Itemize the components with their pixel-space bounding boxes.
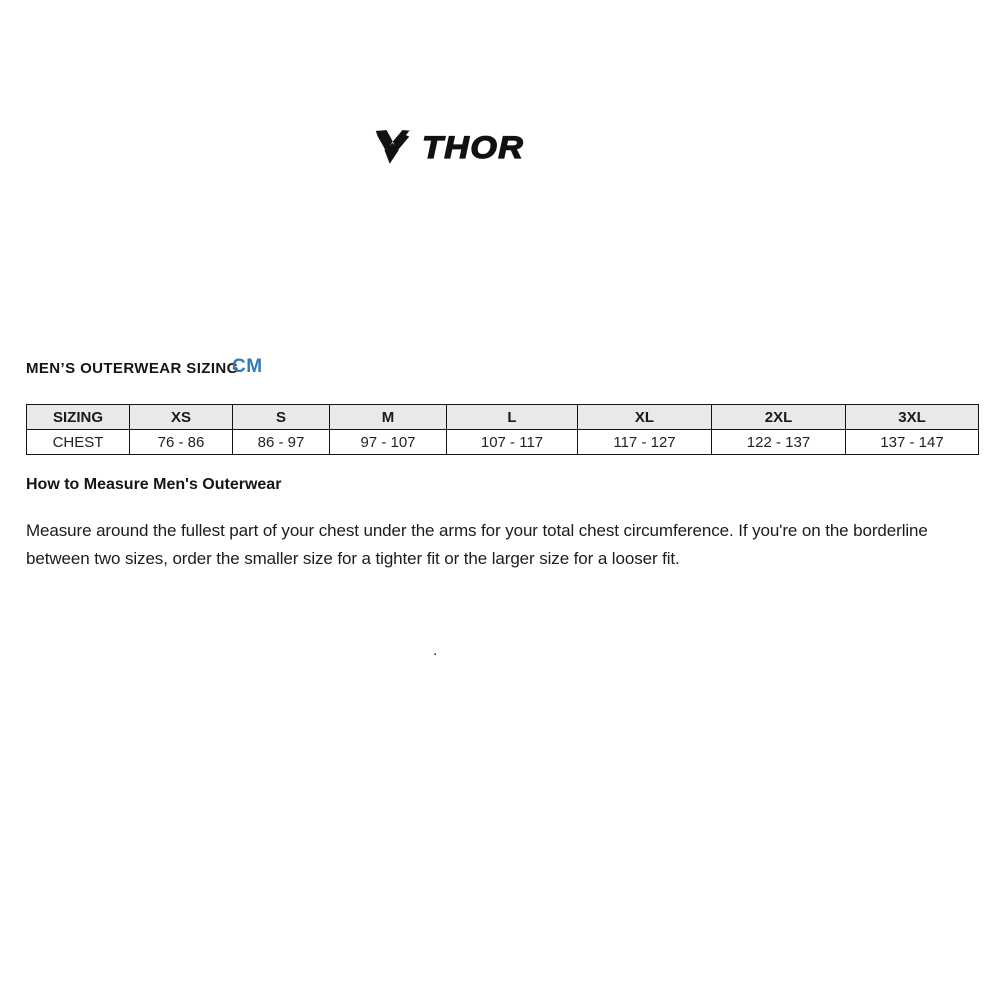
row-label-chest: CHEST	[27, 430, 130, 455]
size-table-container	[26, 404, 978, 455]
chest-value-s: 86 - 97	[233, 430, 330, 455]
header-cell-3xl: 3XL	[846, 405, 979, 430]
howto-heading: How to Measure Men's Outerwear	[26, 476, 282, 493]
size-table-header-row	[27, 405, 979, 430]
chest-value-xs: 76 - 86	[130, 430, 233, 455]
header-cell-2xl: 2XL	[712, 405, 846, 430]
size-table-chest-row	[27, 430, 979, 455]
header-cell-m: M	[330, 405, 447, 430]
chest-value-xl: 117 - 127	[578, 430, 712, 455]
chest-value-3xl: 137 - 147	[846, 430, 979, 455]
chest-value-m: 97 - 107	[330, 430, 447, 455]
section-title: MEN’S OUTERWEAR SIZING	[26, 360, 239, 377]
chest-value-l: 107 - 117	[447, 430, 578, 455]
header-cell-s: S	[233, 405, 330, 430]
thor-bull-icon	[373, 126, 413, 170]
unit-toggle-cm[interactable]: CM	[232, 356, 263, 377]
thor-logo	[373, 126, 524, 170]
header-cell-sizing: SIZING	[27, 405, 130, 430]
stray-period: .	[433, 642, 438, 659]
howto-paragraph: Measure around the fullest part of your chest under the arms for your total chest circumference. If you're on the borderline between two sizes, order the smaller size for a tighter fit or the larger size for a looser fit.	[26, 521, 928, 568]
chest-value-2xl: 122 - 137	[712, 430, 846, 455]
header-cell-xs: XS	[130, 405, 233, 430]
header-cell-l: L	[447, 405, 578, 430]
thor-wordmark: THOR	[422, 130, 525, 166]
size-table	[26, 404, 979, 455]
header-cell-xl: XL	[578, 405, 712, 430]
